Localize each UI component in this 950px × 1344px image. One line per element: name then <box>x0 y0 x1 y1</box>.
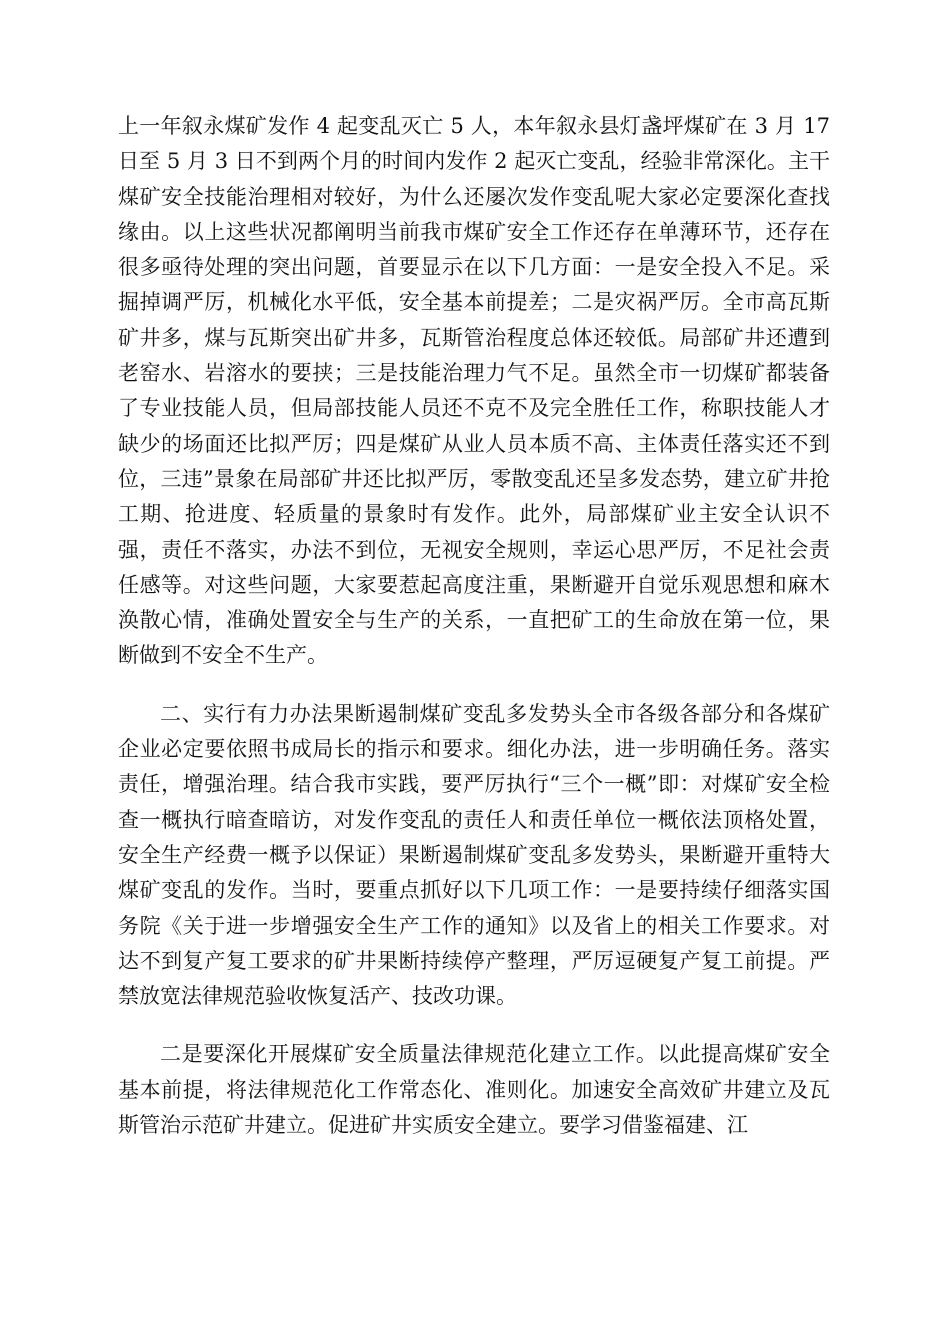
paragraph-standardization: 二是要深化开展煤矿安全质量法律规范化建立工作。以此提高煤矿安全基本前提，将法律规范化工作常态化、准则化。加速安全高效矿井建立及瓦斯管治示范矿井建立。促进矿井实质安全建立。要学习借鉴福建、江 <box>118 1042 830 1138</box>
paragraph-section-two: 二、实行有力办法果断遏制煤矿变乱多发势头全市各级各部分和各煤矿企业必定要依照书成局长的指示和要求。细化办法，进一步明确任务。落实责任，增强治理。结合我市实践，要严厉执行“三个一概”即：对煤矿安全检查一概执行暗查暗访，对发作变乱的责任人和责任单位一概依法顶格处置，安全生产经费一概予以保证）果断遏制煤矿变乱多发势头，果断避开重特大煤矿变乱的发作。当时，要重点抓好以下几项工作：一是要持续仔细落实国务院《关于进一步增强安全生产工作的通知》以及省上的相关工作要求。对达不到复产复工要求的矿井果断持续停产整理，严厉逗硬复产复工前提。严禁放宽法律规范验收恢复活产、技改功课。 <box>118 701 830 1009</box>
paragraph-coal-safety-problems: 上一年叙永煤矿发作 4 起变乱灭亡 5 人，本年叙永县灯盏坪煤矿在 3 月 17 日至 5 月 3 日不到两个月的时间内发作 2 起灭亡变乱，经验非常深化。主干煤矿安全技能治理相对较好，为什么还屡次发作变乱呢大家必定要深化查找缘由。以上这些状况都阐明当前我市煤矿安全工作还存在单薄环节，还存在很多亟待处理的突出问题，首要显示在以下几方面：一是安全投入不足。采掘掉调严厉，机械化水平低，安全基本前提差；二是灾祸严厉。全市高瓦斯矿井多，煤与瓦斯突出矿井多，瓦斯管治程度总体还较低。局部矿井还遭到老窑水、岩溶水的要挟；三是技能治理力气不足。虽然全市一切煤矿都装备了专业技能人员，但局部技能人员还不克不及完全胜任工作，称职技能人才缺少的场面还比拟严厉；四是煤矿从业人员本质不高、主体责任落实还不到位，三违”景象在局部矿井还比拟严厉，零散变乱还呈多发态势，建立矿井抢工期、抢进度、轻质量的景象时有发作。此外，局部煤矿业主安全认识不强，责任不落实，办法不到位，无视安全规则，幸运心思严厉，不足社会责任感等。对这些问题，大家要惹起高度注重，果断避开自觉乐观思想和麻木涣散心情，准确处置安全与生产的关系，一直把矿工的生命放在第一位，果断做到不安全不生产。 <box>118 114 830 668</box>
document-page <box>118 109 830 1166</box>
